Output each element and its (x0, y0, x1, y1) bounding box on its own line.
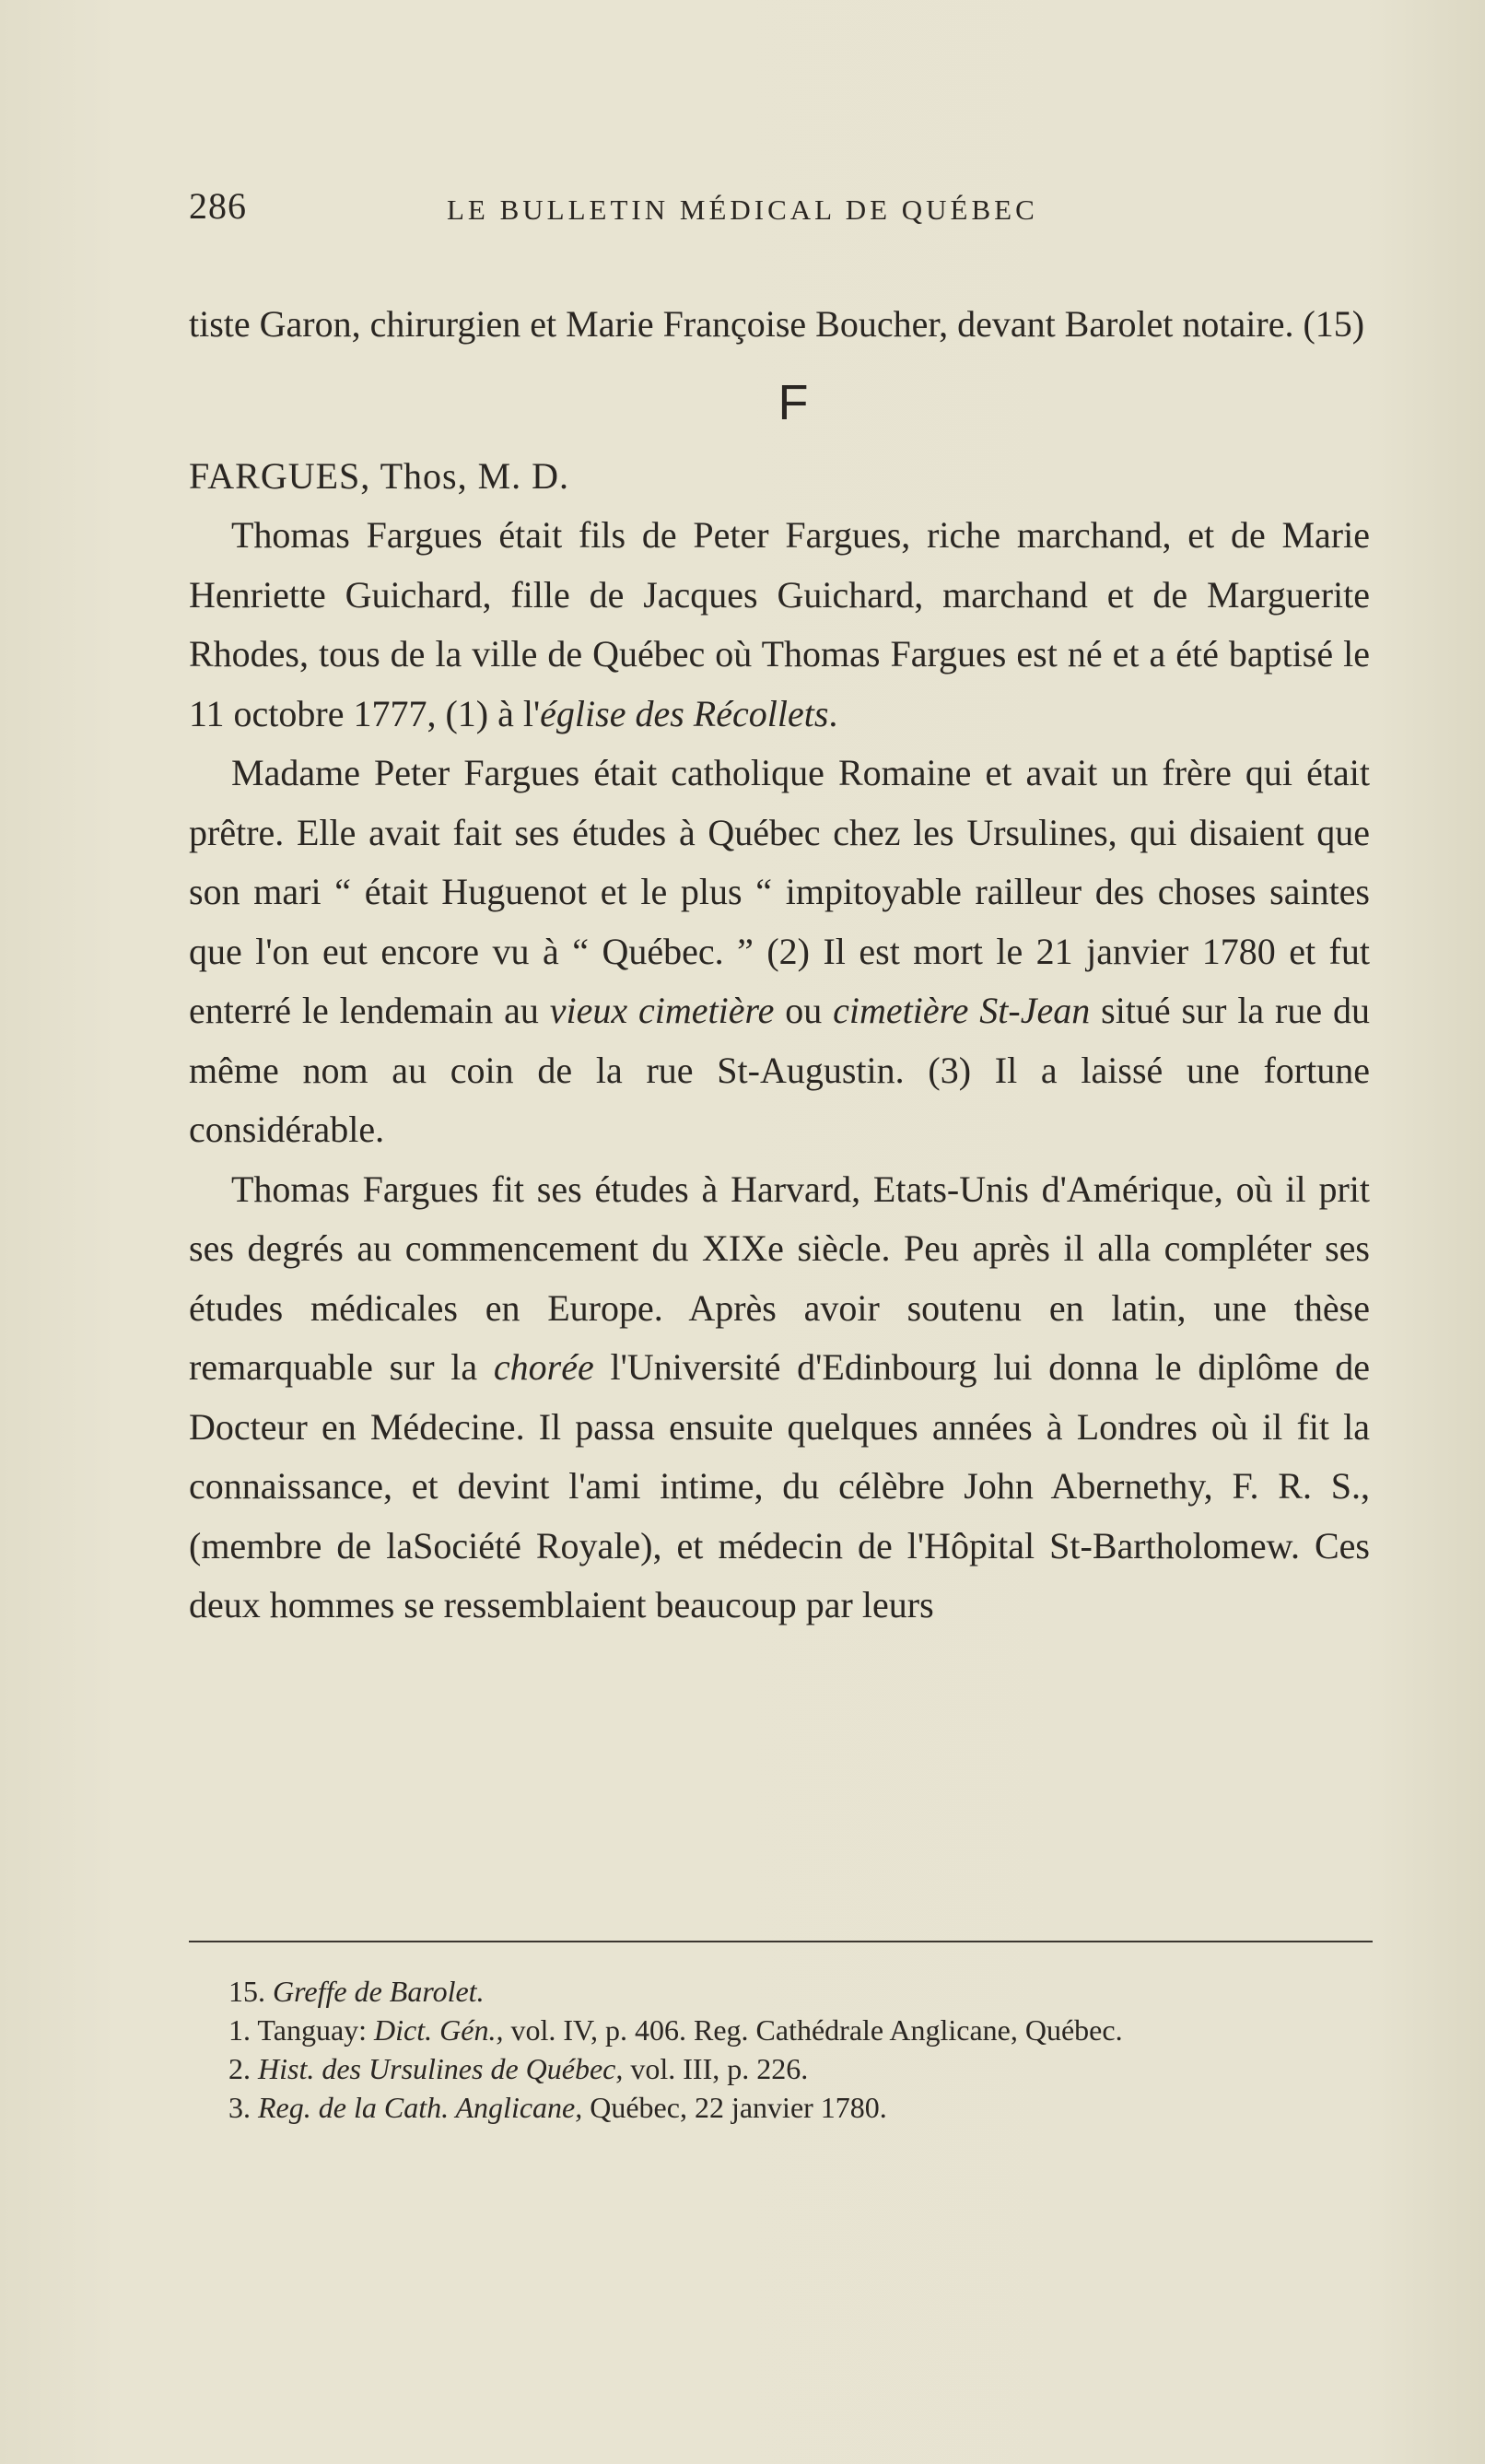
entry-name-heading: FARGUES, Thos, M. D. (189, 454, 570, 497)
footnote (228, 2088, 1389, 2127)
footnote-text: Tanguay: (257, 2013, 375, 2047)
paragraph-2 (189, 744, 1370, 1160)
footnote-text: vol. IV, p. 406. Reg. Cathédrale Anglicane, Québec. (503, 2013, 1123, 2047)
footnote-text: Québec, 22 janvier 1780. (582, 2091, 887, 2124)
p1-italic-1: église des Récollets (540, 692, 829, 734)
p3-text-a: Thomas Fargues fit ses études à Harvard, Etats-Unis d'Amérique, où il prit ses degrés au commencement du XIXe siècle. Peu après il alla compléter ses études médicales en Europe. Après avoir soutenu en latin, une thèse remarquable sur la (189, 1167, 1370, 1388)
footnote-number: 3. (228, 2091, 251, 2124)
page-number: 286 (189, 185, 247, 227)
footnote (228, 2049, 1389, 2088)
p2-text-c: situé sur la rue du même nom au coin de la rue St-Augustin. (3) Il a laissé une fortune considérable. (189, 990, 1371, 1150)
footnote-text: vol. III, p. 226. (623, 2052, 809, 2085)
footnote (228, 1972, 1389, 2011)
footnote-number: 1. (228, 2013, 251, 2047)
footnote-italic: Reg. de la Cath. Anglicane, (258, 2091, 583, 2124)
footnote-italic: Greffe de Barolet. (273, 1975, 485, 2008)
body-text (189, 295, 1370, 1636)
paragraph-1 (189, 506, 1370, 744)
p3-italic-1: chorée (493, 1346, 594, 1388)
section-letter-heading: F (778, 374, 809, 430)
footnote-number: 15. (228, 1975, 265, 2008)
footnotes (228, 1972, 1389, 2127)
paragraph-3 (189, 1160, 1370, 1636)
footnote-separator (189, 1941, 1373, 1942)
footnote (228, 2011, 1389, 2049)
p1-text-b: . (828, 692, 838, 734)
footnote-italic: Hist. des Ursulines de Québec, (258, 2052, 624, 2085)
continuation-paragraph: tiste Garon, chirurgien et Marie Françoise Boucher, devant Barolet notaire. (15) (189, 303, 1365, 345)
p3-text-b: l'Université d'Edinbourg lui donna le diplôme de Docteur en Médecine. Il passa ensuite quelques années à Londres où il fit la connaissance, et devint l'ami intime, du célèbre John Abernethy, F. R. S., (membre de laSociété Royale), et médecin de l'Hôpital St-Bartholomew. Ces deux hommes se ressemblaient beaucoup par leurs (189, 1346, 1370, 1625)
p2-text-b: ou (774, 990, 834, 1031)
p2-text-a: Madame Peter Fargues était catholique Romaine et avait un frère qui était prêtre. Elle avait fait ses études à Québec chez les Ursulines, qui disaient que son mari “ était Huguenot et le plus “ impitoyable railleur des choses saintes que l'on eut encore vu à “ Québec. ” (2) Il est mort le 21 janvier 1780 et fut enterré le lendemain au (189, 752, 1370, 1031)
p2-italic-1: vieux cimetière (549, 990, 775, 1031)
running-title: LE BULLETIN MÉDICAL DE QUÉBEC (447, 194, 1038, 226)
footnote-italic: Dict. Gén., (374, 2013, 504, 2047)
page-header (189, 184, 1377, 240)
p2-italic-2: cimetière St-Jean (833, 990, 1091, 1031)
footnote-number: 2. (228, 2052, 251, 2085)
p1-text-a: Thomas Fargues était fils de Peter Fargues, riche marchand, et de Marie Henriette Guichard, fille de Jacques Guichard, marchand et de Marguerite Rhodes, tous de la ville de Québec où Thomas Fargues est né et a été baptisé le 11 octobre 1777, (1) à l' (189, 514, 1370, 734)
